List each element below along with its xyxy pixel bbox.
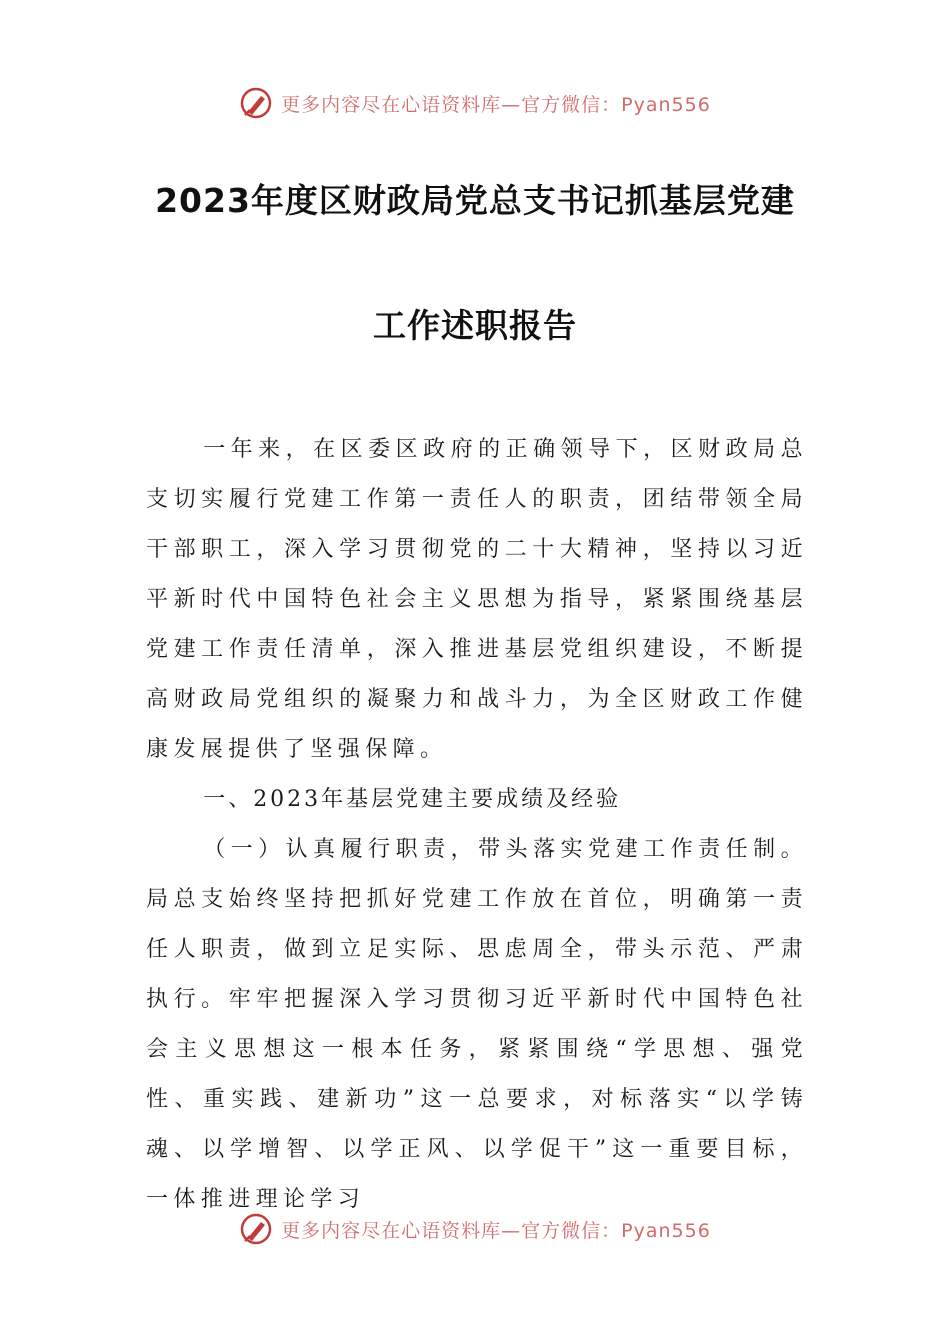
- watermark-header: [0, 86, 950, 120]
- document-body: [146, 425, 808, 1225]
- watermark-footer: [0, 1212, 950, 1246]
- paragraph-subsection-1: （一）认真履行职责，带头落实党建工作责任制。局总支始终坚持把抓好党建工作放在首位，明确第一责任人职责，做到立足实际、思虑周全，带头示范、严肃执行。牢牢把握深入学习贯彻习近平新时代中国特色社会主义思想这一根本任务，紧紧围绕“学思想、强党性、重实践、建新功”这一总要求，对标落实“以学铸魂、以学增智、以学正风、以学促干”这一重要目标，一体推进理论学习: [146, 837, 808, 1212]
- watermark-text: 更多内容尽在心语资料库—官方微信：Pyan556: [281, 93, 711, 116]
- pen-nib-icon: [239, 1212, 273, 1246]
- watermark-text: 更多内容尽在心语资料库—官方微信：Pyan556: [281, 1219, 711, 1242]
- section-heading-1: 一、2023年基层党建主要成绩及经验: [203, 787, 622, 812]
- document-title-line-1: 2023年度区财政局党总支书记抓基层党建: [155, 181, 795, 220]
- pen-nib-icon: [239, 86, 273, 120]
- paragraph-intro: 一年来，在区委区政府的正确领导下，区财政局总支切实履行党建工作第一责任人的职责，团结带领全局干部职工，深入学习贯彻党的二十大精神，坚持以习近平新时代中国特色社会主义思想为指导，紧紧围绕基层党建工作责任清单，深入推进基层党组织建设，不断提高财政局党组织的凝聚力和战斗力，为全区财政工作健康发展提供了坚强保障。: [146, 437, 808, 762]
- document-title-line-2: 工作述职报告: [373, 306, 577, 345]
